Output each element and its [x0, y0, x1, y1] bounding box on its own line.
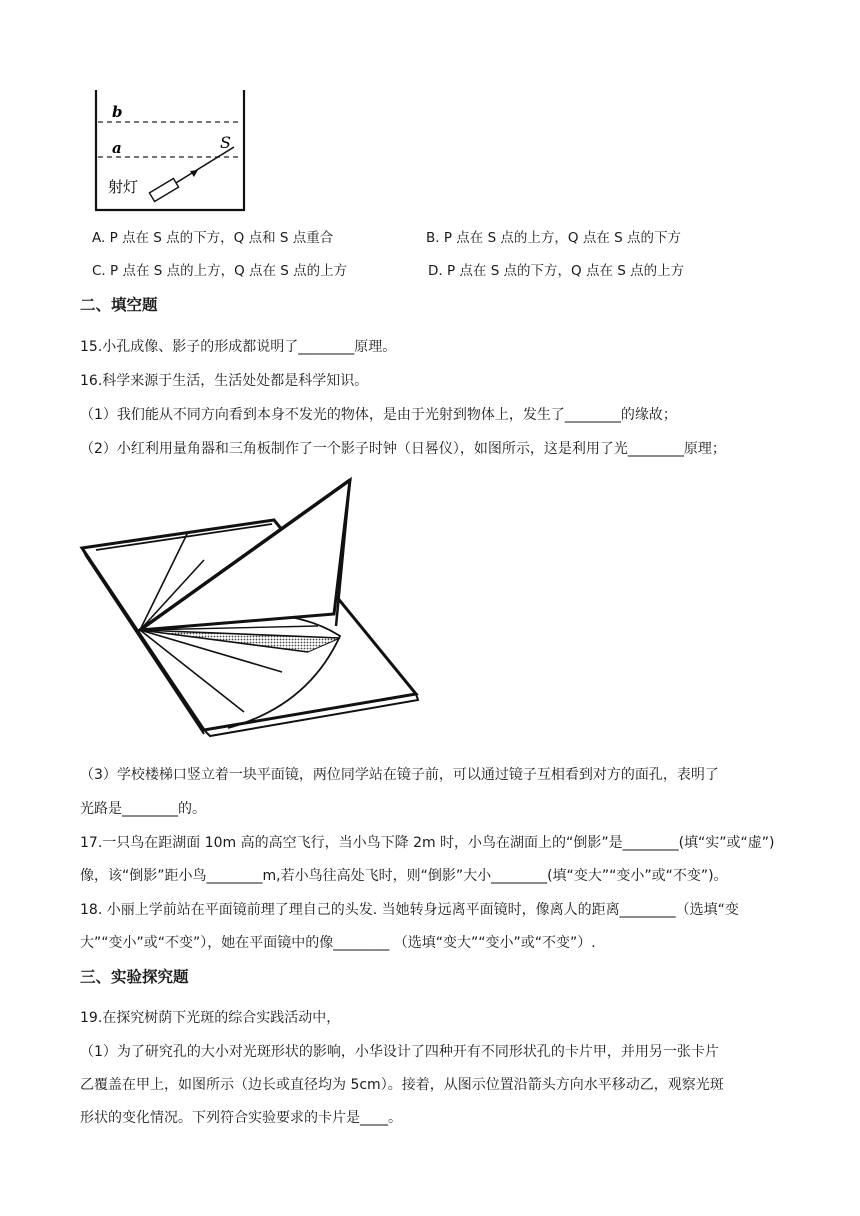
- question-16-intro: 16.科学来源于生活，生活处处都是科学知识。: [80, 373, 369, 389]
- question-19-part1-line2: 乙覆盖在甲上，如图所示（边长或直径均为 5cm）。接着，从图示位置沿箭头方向水平移动乙，观察光斑: [80, 1077, 724, 1093]
- option-d: D. P 点在 S 点的下方，Q 点在 S 点的上方: [428, 263, 685, 279]
- question-16-part3-line1: （3）学校楼梯口竖立着一块平面镜，两位同学站在镜子前，可以通过镜子互相看到对方的面孔，表明了: [80, 767, 719, 783]
- question-18-line2: 大”“变小”或“不变”），她在平面镜中的像________ （选填“变大”“变小”或“不变”）.: [80, 935, 596, 951]
- question-19-part1-line1: （1）为了研究孔的大小对光斑形状的影响，小华设计了四种开有不同形状孔的卡片甲，并用另一张卡片: [80, 1044, 719, 1060]
- question-19-intro: 19.在探究树荫下光斑的综合实践活动中，: [80, 1010, 341, 1026]
- option-b: B. P 点在 S 点的上方，Q 点在 S 点的下方: [426, 230, 681, 246]
- question-16-part2: （2）小红利用量角器和三角板制作了一个影子时钟（日晷仪），如图所示，这是利用了光________原理；: [80, 441, 726, 457]
- question-17-line1: 17.一只鸟在距湖面 10m 高的高空飞行，当小鸟下降 2m 时，小鸟在湖面上的“倒影”是________(填“实”或“虚”): [80, 835, 775, 851]
- label-b: b: [112, 103, 123, 121]
- question-18-line1: 18. 小丽上学前站在平面镜前理了理自己的头发. 当她转身远离平面镜时，像离人的距离________（选填“变: [80, 902, 739, 918]
- sundial-figure: [78, 476, 420, 738]
- tank-diagram: [86, 90, 256, 216]
- question-19-part1-line3: 形状的变化情况。下列符合实验要求的卡片是____。: [80, 1110, 402, 1126]
- sundial-diagram: [78, 476, 420, 738]
- option-a: A. P 点在 S 点的下方，Q 点和 S 点重合: [92, 230, 334, 246]
- option-c: C. P 点在 S 点的上方，Q 点在 S 点的上方: [92, 263, 348, 279]
- question-17-line2: 像，该“倒影”距小鸟________m,若小鸟往高处飞时，则“倒影”大小________(填“变大”“变小”或“不变”)。: [80, 868, 728, 884]
- section-title-experiment: 三、实验探究题: [80, 968, 189, 986]
- label-a: a: [112, 139, 122, 157]
- label-lamp: 射灯: [108, 178, 139, 196]
- question-15: 15.小孔成像、影子的形成都说明了________原理。: [80, 339, 397, 355]
- tank-figure: [86, 90, 256, 216]
- label-s: S: [220, 133, 231, 152]
- question-16-part1: （1）我们能从不同方向看到本身不发光的物体，是由于光射到物体上，发生了________的缘故；: [80, 407, 677, 423]
- question-16-part3-line2: 光路是________的。: [80, 801, 206, 817]
- section-title-fill-in: 二、填空题: [80, 296, 158, 314]
